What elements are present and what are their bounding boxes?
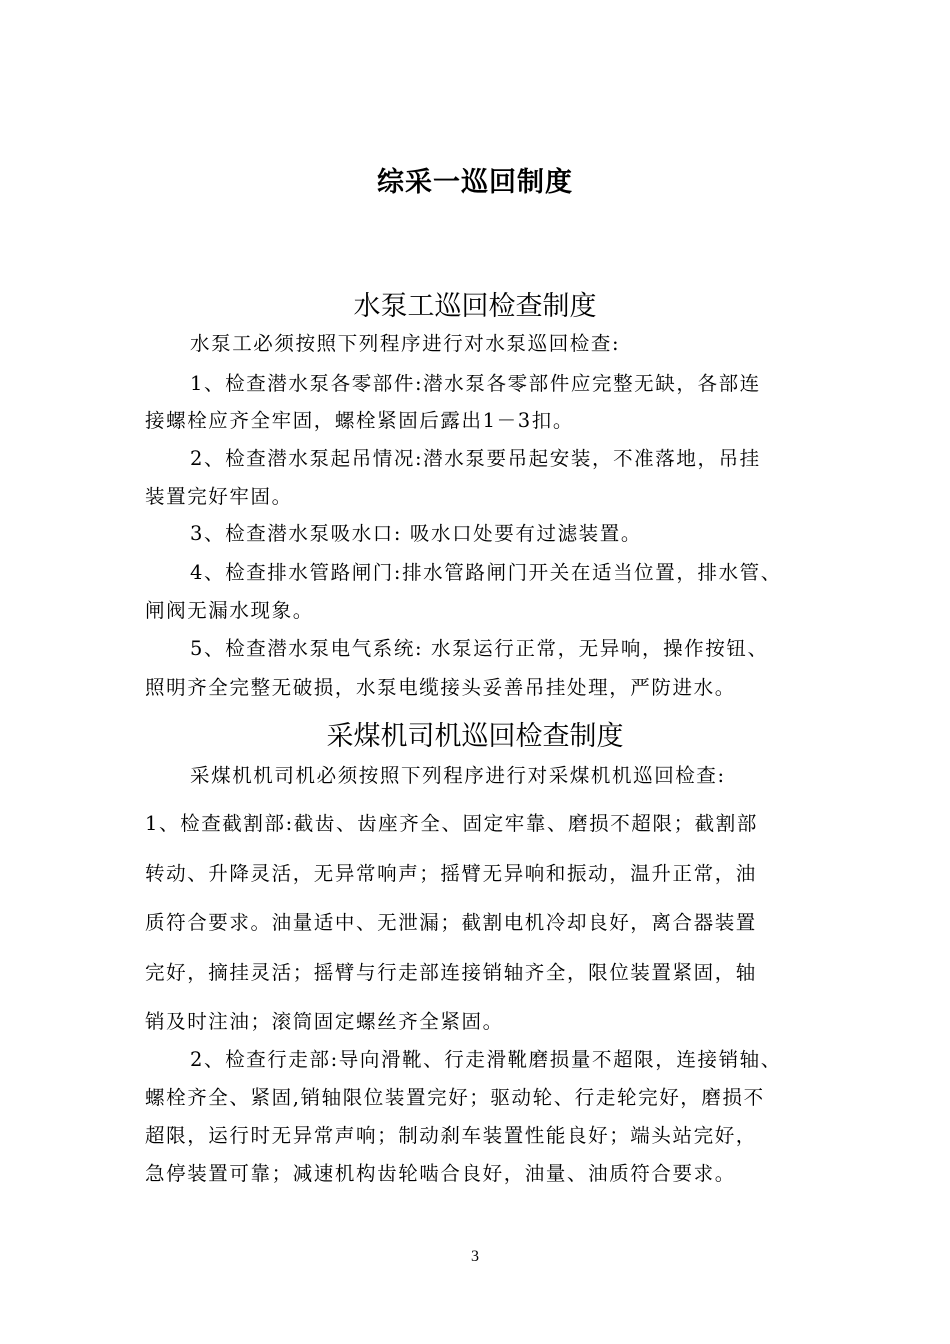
document-title: 综采一巡回制度: [377, 167, 573, 198]
paragraph-line: 销及时注油；滚筒固定螺丝齐全紧固。: [145, 1010, 504, 1033]
paragraph-line: 转动、升降灵活，无异常响声；摇臂无异响和振动，温升正常，油: [145, 862, 757, 885]
paragraph-line: 接螺栓应齐全牢固，螺栓紧固后露出1－3扣。: [145, 409, 574, 432]
paragraph-line: 4、检查排水管路闸门:排水管路闸门开关在适当位置，排水管、: [190, 561, 782, 584]
paragraph-line: 照明齐全完整无破损，水泵电缆接头妥善吊挂处理，严防进水。: [145, 676, 736, 699]
paragraph-line: 装置完好牢固。: [145, 485, 293, 508]
paragraph-line: 1、检查截割部:截齿、齿座齐全、固定牢靠、磨损不超限；截割部: [145, 812, 758, 835]
paragraph-line: 采煤机机司机必须按照下列程序进行对采煤机机巡回检查:: [190, 764, 726, 787]
paragraph-line: 质符合要求。油量适中、无泄漏；截割电机冷却良好，离合器装置: [145, 911, 757, 934]
paragraph-line: 完好，摘挂灵活；摇臂与行走部连接销轴齐全，限位装置紧固，轴: [145, 961, 757, 984]
paragraph-line: 2、检查潜水泵起吊情况:潜水泵要吊起安装，不准落地，吊挂: [190, 447, 761, 470]
paragraph-line: 螺栓齐全、紧固,销轴限位装置完好；驱动轮、行走轮完好，磨损不: [145, 1086, 765, 1109]
paragraph-line: 3、检查潜水泵吸水口: 吸水口处要有过滤装置。: [190, 522, 642, 545]
paragraph-line: 1、检查潜水泵各零部件:潜水泵各零部件应完整无缺，各部连: [190, 372, 761, 395]
page-number: 3: [471, 1248, 479, 1265]
paragraph-line: 水泵工必须按照下列程序进行对水泵巡回检查:: [190, 332, 621, 355]
paragraph-line: 急停装置可靠；减速机构齿轮啮合良好，油量、油质符合要求。: [145, 1162, 736, 1185]
section-heading-shearer: 采煤机司机巡回检查制度: [326, 721, 624, 752]
paragraph-line: 闸阀无漏水现象。: [145, 599, 314, 622]
paragraph-line: 2、检查行走部:导向滑靴、行走滑靴磨损量不超限，连接销轴、: [190, 1048, 782, 1071]
section-heading-pump: 水泵工巡回检查制度: [353, 291, 597, 322]
paragraph-line: 5、检查潜水泵电气系统: 水泵运行正常，无异响，操作按钮、: [190, 637, 769, 660]
paragraph-line: 超限，运行时无异常声响；制动刹车装置性能良好；端头站完好，: [145, 1124, 757, 1147]
